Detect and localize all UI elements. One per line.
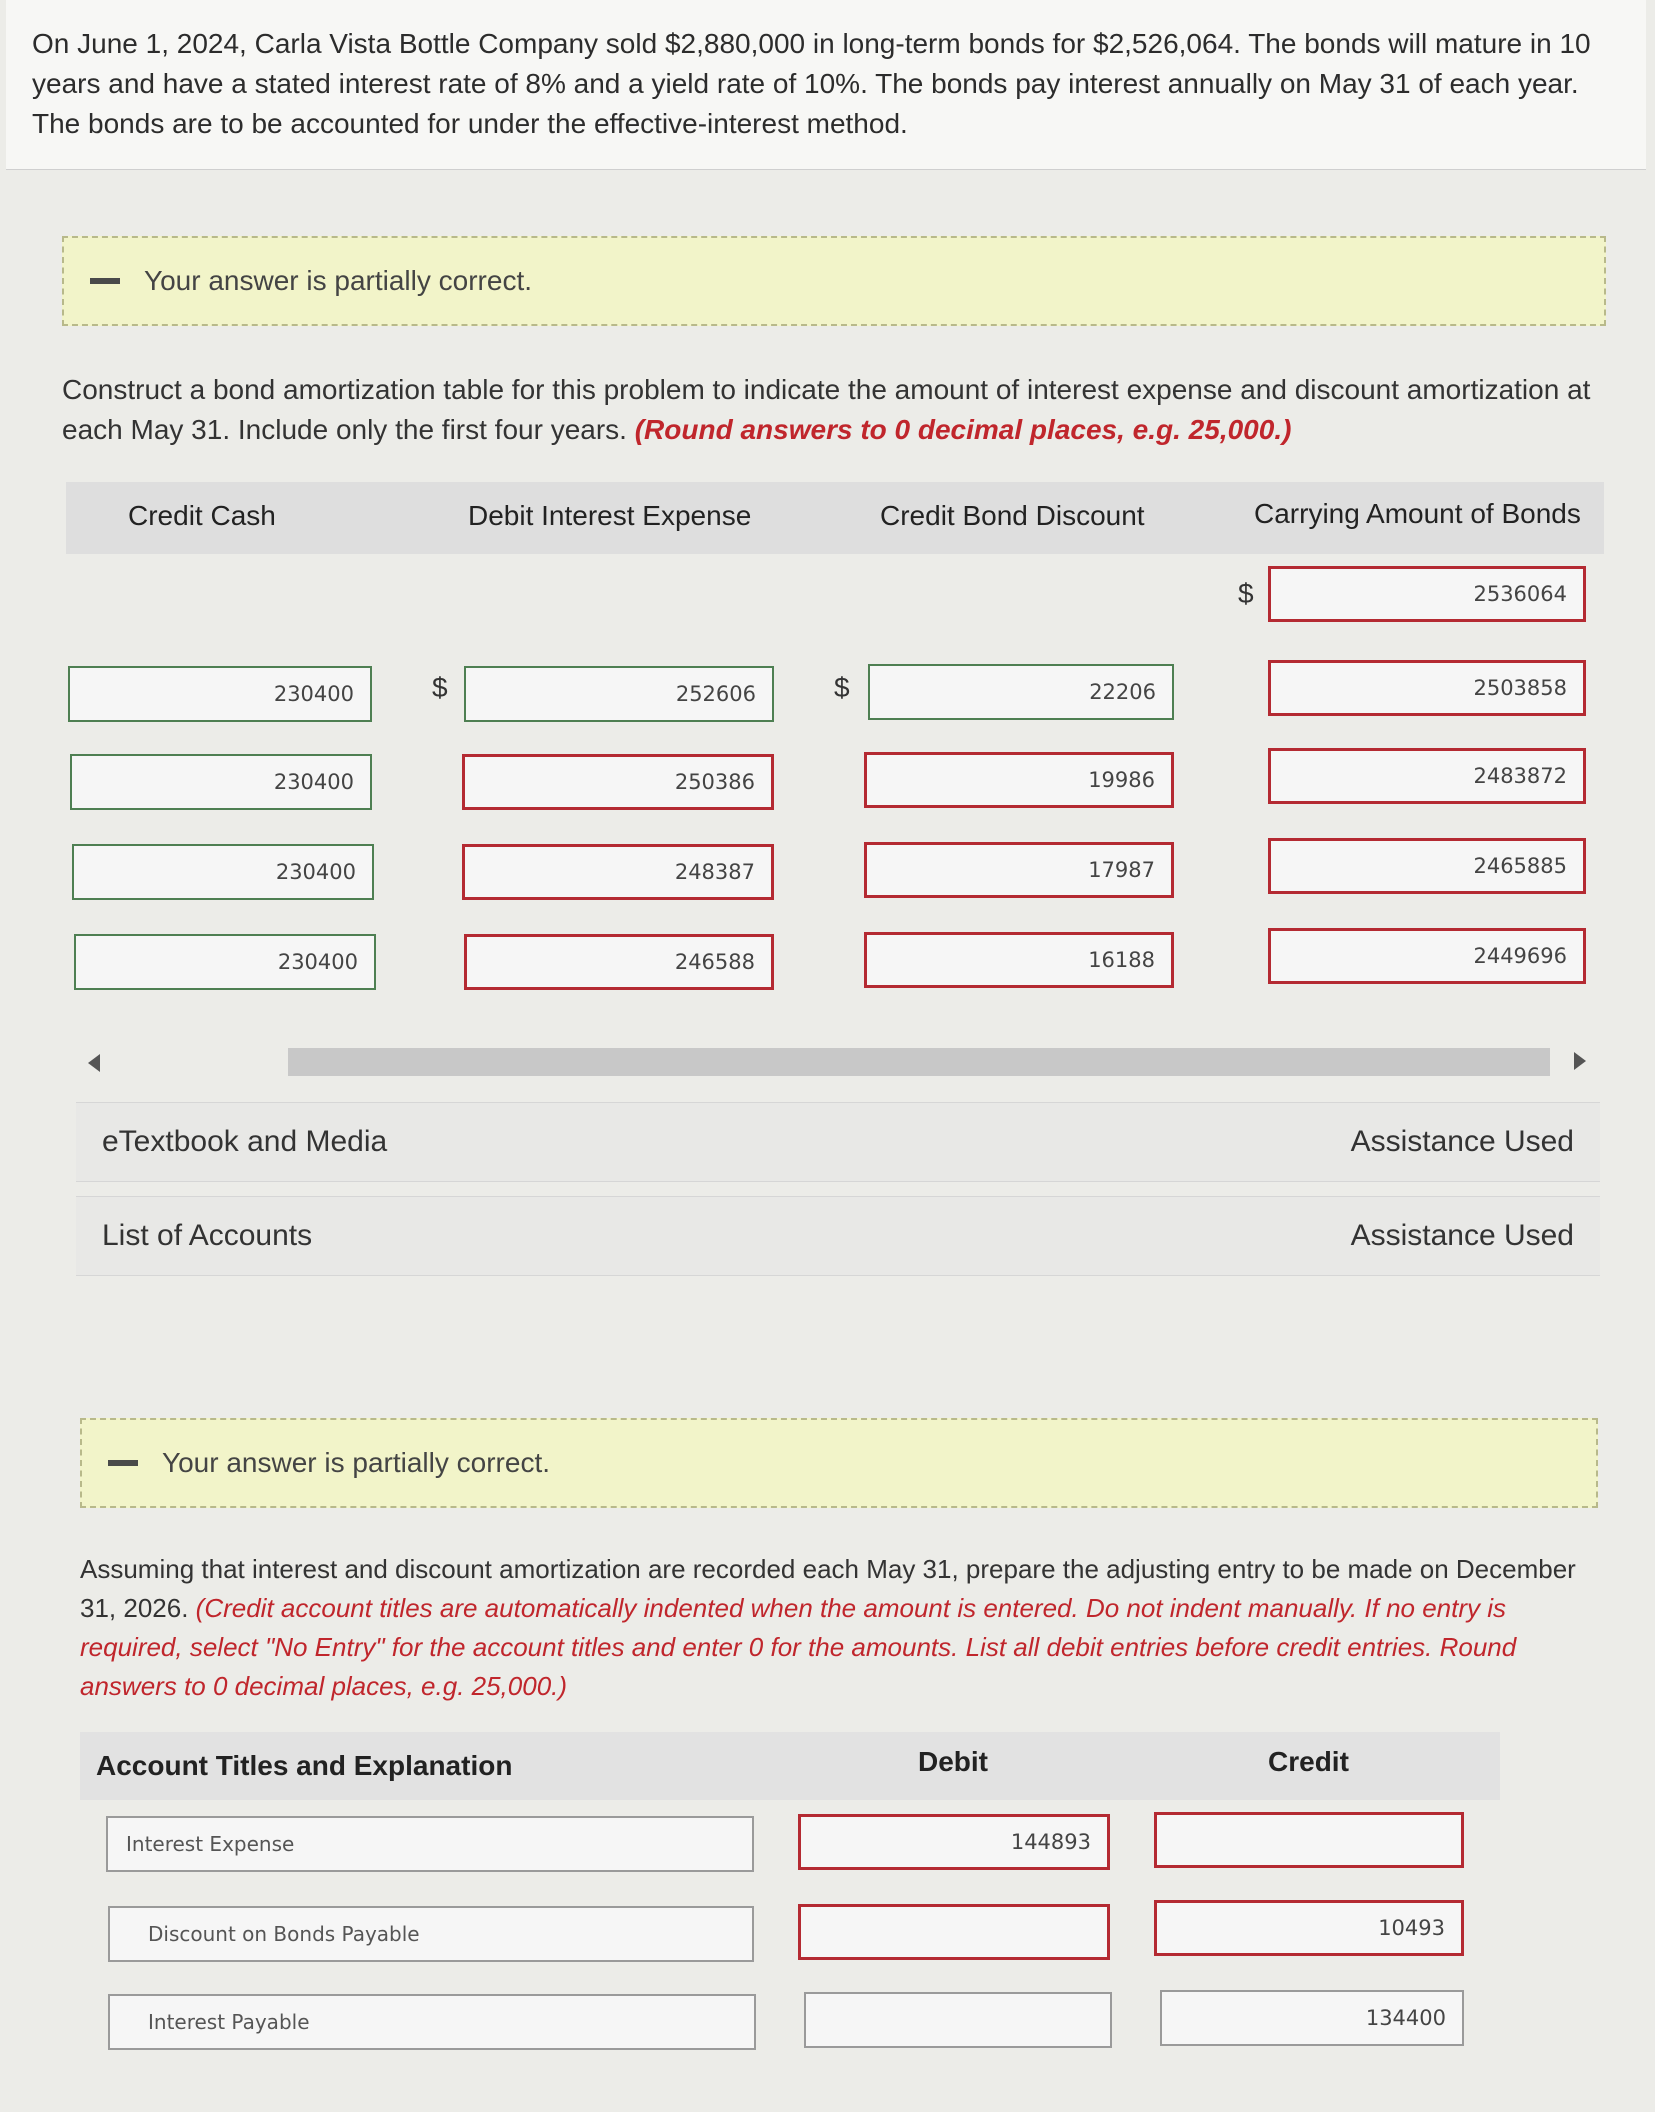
header-credit-bond-discount: Credit Bond Discount xyxy=(880,500,1145,531)
part2-instruction-note: (Credit account titles are automatically indented when the amount is entered. Do not indent manually. If no entry is required, select "No Entry" for the account titles and enter 0 for the amounts. List all debit entries before credit entries. Round answers to 0 decimal places, e.g. 25,000.) xyxy=(80,1593,1517,1701)
scroll-left-arrow-icon[interactable] xyxy=(88,1054,100,1072)
part1-instruction-note: (Round answers to 0 decimal places, e.g. 25,000.) xyxy=(634,414,1292,445)
etextbook-assistance-status: Assistance Used xyxy=(1350,1125,1574,1158)
feedback-text-2: Your answer is partially correct. xyxy=(162,1447,551,1478)
partial-correct-icon xyxy=(108,1460,138,1466)
row2-bond-discount-input[interactable]: 19986 xyxy=(864,752,1174,808)
row1-carrying-input[interactable]: 2503858 xyxy=(1268,660,1586,716)
entry3-account-select[interactable]: Interest Payable xyxy=(108,1994,756,2050)
currency-symbol: $ xyxy=(432,672,448,703)
header-account-titles: Account Titles and Explanation xyxy=(96,1750,513,1781)
initial-carrying-input[interactable]: 2536064 xyxy=(1268,566,1586,622)
list-of-accounts-row[interactable] xyxy=(76,1196,1600,1276)
problem-text: On June 1, 2024, Carla Vista Bottle Company sold $2,880,000 in long-term bonds for $2,526,064. The bonds will mature in 10 years and have a stated interest rate of 8% and a yield rate of 10%. The bonds pay interest annually on May 31 of each year. The bonds are to be accounted for under the effective-interest method. xyxy=(32,28,1591,139)
row3-credit-cash-input[interactable]: 230400 xyxy=(72,844,374,900)
feedback-banner-1 xyxy=(62,236,1606,326)
scroll-right-arrow-icon[interactable] xyxy=(1574,1052,1586,1070)
row4-interest-expense-input[interactable]: 246588 xyxy=(464,934,774,990)
partial-correct-icon xyxy=(90,278,120,284)
row2-carrying-input[interactable]: 2483872 xyxy=(1268,748,1586,804)
header-debit-interest-expense: Debit Interest Expense xyxy=(468,500,752,531)
row3-carrying-input[interactable]: 2465885 xyxy=(1268,838,1586,894)
entry2-account-select[interactable]: Discount on Bonds Payable xyxy=(108,1906,754,1962)
header-credit-cash: Credit Cash xyxy=(128,500,276,531)
header-carrying-amount: Carrying Amount of Bonds xyxy=(1254,498,1581,529)
row4-credit-cash-input[interactable]: 230400 xyxy=(74,934,376,990)
feedback-text-1: Your answer is partially correct. xyxy=(144,265,533,296)
part1-instructions xyxy=(62,370,1602,450)
entry3-credit-input[interactable]: 134400 xyxy=(1160,1990,1464,2046)
part1-instruction-text: Construct a bond amortization table for this problem to indicate the amount of interest expense and discount amortization at each May 31. Include only the first four years. xyxy=(62,374,1591,445)
header-credit: Credit xyxy=(1268,1746,1349,1777)
row1-credit-cash-input[interactable]: 230400 xyxy=(68,666,372,722)
problem-statement xyxy=(6,0,1646,170)
row4-carrying-input[interactable]: 2449696 xyxy=(1268,928,1586,984)
part2-instruction-text: Assuming that interest and discount amortization are recorded each May 31, prepare the adjusting entry to be made on December 31, 2026. xyxy=(80,1554,1576,1623)
entry1-debit-input[interactable]: 144893 xyxy=(798,1814,1110,1870)
part2-instructions xyxy=(80,1550,1590,1706)
header-debit: Debit xyxy=(918,1746,988,1777)
feedback-banner-2 xyxy=(80,1418,1598,1508)
entry2-credit-input[interactable]: 10493 xyxy=(1154,1900,1464,1956)
entry3-debit-input[interactable] xyxy=(804,1992,1112,2048)
currency-symbol: $ xyxy=(834,672,850,703)
etextbook-link[interactable]: eTextbook and Media xyxy=(102,1125,388,1158)
etextbook-row[interactable] xyxy=(76,1102,1600,1182)
row3-interest-expense-input[interactable]: 248387 xyxy=(462,844,774,900)
entry2-debit-input[interactable] xyxy=(798,1904,1110,1960)
row1-interest-expense-input[interactable]: 252606 xyxy=(464,666,774,722)
row2-credit-cash-input[interactable]: 230400 xyxy=(70,754,372,810)
horizontal-scrollbar[interactable] xyxy=(288,1048,1550,1076)
row4-bond-discount-input[interactable]: 16188 xyxy=(864,932,1174,988)
list-of-accounts-link[interactable]: List of Accounts xyxy=(102,1219,313,1252)
row2-interest-expense-input[interactable]: 250386 xyxy=(462,754,774,810)
row3-bond-discount-input[interactable]: 17987 xyxy=(864,842,1174,898)
entry1-account-select[interactable]: Interest Expense xyxy=(106,1816,754,1872)
row1-bond-discount-input[interactable]: 22206 xyxy=(868,664,1174,720)
entry1-credit-input[interactable] xyxy=(1154,1812,1464,1868)
list-of-accounts-assistance-status: Assistance Used xyxy=(1350,1219,1574,1252)
currency-symbol: $ xyxy=(1238,578,1254,609)
